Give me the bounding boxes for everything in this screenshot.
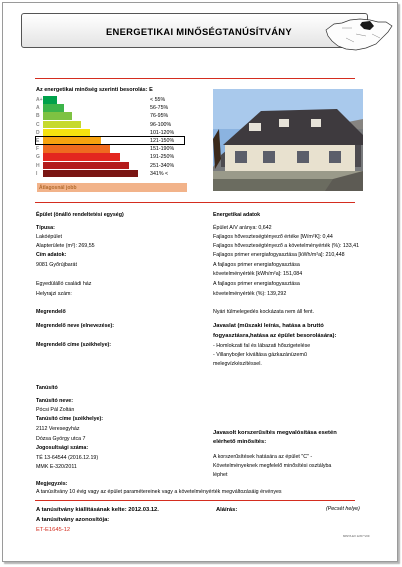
class-bar-b	[43, 112, 72, 120]
title-box	[21, 13, 368, 48]
energy-line: A fajlagos primer energiafogyasztása	[213, 262, 300, 268]
form-code: MINTA EX 12/07 V09	[343, 534, 370, 538]
proposal-item: - Homlokzati fal és lábazati hőszigetelése	[213, 343, 311, 349]
class-letter: E	[36, 138, 40, 144]
class-range: 121-150%	[150, 138, 175, 144]
class-range: 191-250%	[150, 154, 175, 161]
divider-bottom	[35, 500, 355, 501]
average-label: Átlagosnál jobb	[39, 184, 77, 191]
address-value: 9081 Győrújbarát	[36, 262, 77, 268]
divider-middle	[35, 202, 355, 203]
class-letter: H	[36, 162, 40, 169]
class-range: 341% <	[150, 170, 169, 177]
certifier-name: Pócsi Pál Zoltán	[36, 407, 75, 413]
page-title: ENERGETIKAI MINŐSÉGTANÚSÍTVÁNY	[106, 26, 292, 37]
class-letter: A+	[36, 97, 43, 103]
energy-line: Fajlagos hőveszteségtényező értéke [W/m²K]: 0,44	[213, 234, 333, 240]
class-bar-a	[43, 104, 64, 112]
class-letter: I	[36, 170, 38, 177]
certifier-address-label: Tanúsító címe (székhelye):	[36, 416, 104, 422]
class-bar-h	[43, 162, 129, 170]
energy-line: Épület A/V aránya: 0,642	[213, 225, 272, 231]
energy-line: A fajlagos primer energiafogyasztása	[213, 281, 300, 287]
class-bar-g	[43, 153, 120, 161]
class-bar-d	[43, 129, 90, 137]
class-letter: A	[36, 105, 40, 112]
selected-class-marker	[35, 136, 185, 145]
class-letter: B	[36, 113, 40, 120]
certifier-address-2: Dózsa György utca 7	[36, 436, 86, 442]
upgrade-text: A korszerűsítések hatására az épület "C" -	[213, 454, 313, 460]
address-label: Cím adatok:	[36, 252, 67, 258]
upgrade-heading-2: elérhető minősítés:	[213, 439, 267, 445]
class-letter: D	[36, 129, 40, 136]
hungary-map-icon	[322, 16, 394, 54]
class-range: 76-95%	[150, 113, 169, 120]
notes-text: A tanúsítvány 10 évig vagy az épület paramétereinek vagy a követelményérték megváltozásáig érvényes	[36, 489, 282, 495]
class-range: < 55%	[150, 97, 166, 103]
client-address-label: Megrendelő címe (székhelye):	[36, 342, 112, 348]
upgrade-text: léphet	[213, 472, 228, 478]
energy-line: követelményérték (%): 139,292	[213, 291, 287, 297]
average-indicator	[37, 183, 187, 192]
client-heading: Megrendelő	[36, 309, 66, 315]
certifier-name-label: Tanúsító neve:	[36, 398, 73, 404]
class-bar-f	[43, 145, 110, 153]
client-name-label: Megrendelő neve (elnevezése):	[36, 323, 115, 329]
class-range: 101-120%	[150, 129, 175, 136]
class-range: 56-75%	[150, 105, 169, 112]
stamp-placeholder: (Pecsét helye)	[326, 506, 360, 512]
proposal-item: melegvízkészítéssel.	[213, 361, 262, 367]
signature-label: Aláírás:	[216, 507, 238, 513]
lot-number-label: Helyrajzi szám:	[36, 291, 72, 297]
overheating-note: Nyári túlmelegedés kockázata nem áll fent.	[213, 309, 314, 315]
class-range: 251-340%	[150, 162, 175, 169]
license-1: TÉ 13-64544 (2016.12.19)	[36, 455, 99, 461]
energy-heading: Energetikai adatok	[213, 212, 261, 218]
license-label: Jogosultsági száma:	[36, 445, 89, 451]
proposal-item: - Villanybojler kiváltása gázkazánüzemű	[213, 352, 307, 358]
rating-heading: Az energetikai minőség szerinti besorolás: E	[36, 87, 153, 93]
building-type-label: Típusa:	[36, 225, 55, 231]
class-range: 151-190%	[150, 146, 175, 153]
building-area: Alapterülete (m²): 269,55	[36, 243, 95, 249]
energy-line: Fajlagos hőveszteségtényező a követelményérték (%): 133,41	[213, 243, 360, 249]
proposal-heading-2: fogyasztásra,hatása az épület besorolására):	[213, 333, 337, 339]
license-2: MMK E-320/2011	[36, 464, 77, 470]
class-range: 96-100%	[150, 121, 172, 128]
upgrade-heading: Javasolt korszerűsítés megvalósítása esetén	[213, 430, 337, 436]
cert-id-value: ET-E1645-12	[36, 527, 71, 533]
certifier-heading: Tanúsító	[36, 385, 58, 391]
upgrade-text: Követelményeknek megfelelő minősítési osztályba	[213, 463, 332, 469]
divider-top	[35, 78, 355, 79]
building-photo	[213, 89, 363, 191]
class-letter: C	[36, 121, 40, 128]
building-kind: Egyedülálló családi ház	[36, 281, 92, 287]
proposal-heading: Javaslat (műszaki leírás, hatása a bruttó	[213, 323, 324, 329]
issue-date: A tanúsítvány kiállításának kelte: 2012.03.12.	[36, 507, 159, 513]
class-letter: G	[36, 154, 40, 161]
energy-line: Fajlagos primer energiafogyasztása [kWh/m²a]: 210,448	[213, 252, 345, 258]
building-heading: Épület (önálló rendeltetési egység)	[36, 212, 124, 218]
energy-line: követelményérték [kWh/m²a]: 151,084	[213, 271, 303, 277]
cert-id-label: A tanúsítvány azonosítója:	[36, 517, 110, 523]
building-type-value: Lakóépület	[36, 234, 62, 240]
class-bar-aplus	[43, 96, 57, 104]
notes-label: Megjegyzés:	[36, 481, 68, 487]
certifier-address-1: 2112 Veresegyház	[36, 426, 80, 432]
class-bar-c	[43, 121, 81, 129]
energy-class-scale	[35, 96, 185, 180]
class-letter: F	[36, 146, 40, 153]
class-bar-i	[43, 170, 138, 178]
